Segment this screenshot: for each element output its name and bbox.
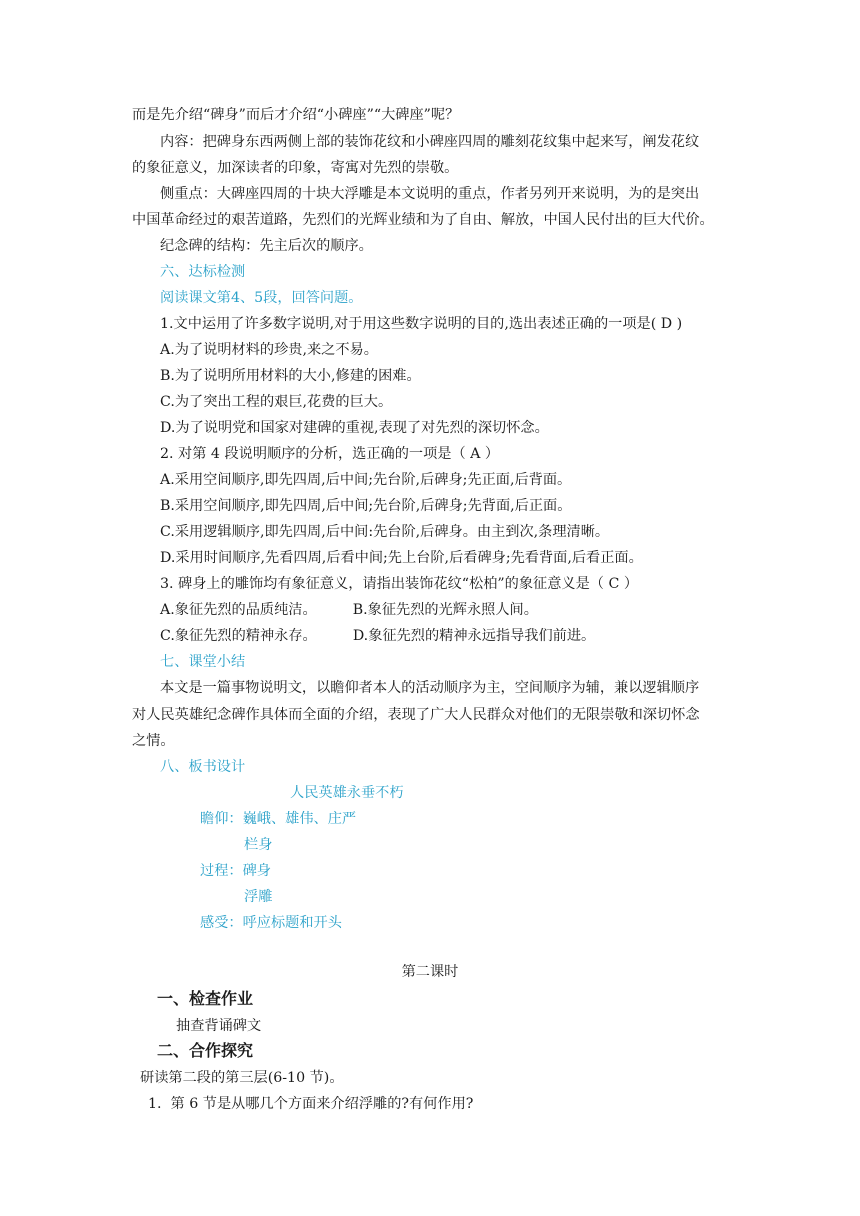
text-line: 的象征意义，加深读者的印象，寄寓对先烈的崇敬。 [132,160,459,176]
text-line: 中国革命经过的艰苦道路，先烈们的光辉业绩和为了自由、解放，中国人民付出的巨大代价。 [132,212,714,228]
option-line: D.为了说明党和国家对建碑的重视,表现了对先烈的深切怀念。 [160,420,549,436]
option-line: B.采用空间顺序,即先四周,后中间;先台阶,后碑身;先背面,后正面。 [160,498,572,514]
text-line: 内容：把碑身东西两侧上部的装饰花纹和小碑座四周的雕刻花纹集中起来写，阐发花纹 [160,134,700,150]
option-line: A.为了说明材料的珍贵,来之不易。 [160,342,378,358]
option-line: C.为了突出工程的艰巨,花费的巨大。 [160,394,393,410]
question-2: 2. 对第 4 段说明顺序的分析，选正确的一项是（ A ） [160,446,500,462]
question-3: 3. 碑身上的雕饰均有象征意义，请指出装饰花纹“松柏”的象征意义是（ C ） [160,576,639,592]
question-line: 1. 第 6 节是从哪几个方面来介绍浮雕的?有何作用? [148,1096,474,1112]
text-line: 纪念碑的结构：先主后次的顺序。 [160,238,373,254]
lesson-title: 第二课时 [401,964,459,980]
section-heading: 二、合作探究 [157,1041,254,1060]
option-line: B.为了说明所用材料的大小,修建的困难。 [160,368,421,384]
section-heading: 八、板书设计 [160,759,246,775]
board-row: 浮雕 [244,889,273,905]
option-line: C.采用逻辑顺序,即先四周,后中间:先台阶,后碑身。由主到次,条理清晰。 [160,524,610,540]
text-line: 抽查背诵碑文 [176,1018,262,1034]
text-line: 之情。 [132,733,175,749]
board-title: 人民英雄永垂不朽 [290,785,404,801]
option-line: A.采用空间顺序,即先四周,后中间;先台阶,后碑身;先正面,后背面。 [160,472,572,488]
board-row: 感受：呼应标题和开头 [200,915,342,931]
text-line: 研读第二段的第三层(6-10 节)。 [140,1070,344,1086]
board-row: 栏身 [244,837,273,853]
section-heading: 七、课堂小结 [160,654,246,670]
question-1: 1.文中运用了许多数字说明,对于用这些数字说明的目的,选出表述正确的一项是( D ) [160,316,683,332]
text-line: 本文是一篇事物说明文，以瞻仰者本人的活动顺序为主，空间顺序为辅，兼以逻辑顺序 [160,680,700,696]
section-heading: 一、检查作业 [157,989,254,1008]
option-line: D.采用时间顺序,先看四周,后看中间;先上台阶,后看碑身;先看背面,后看正面。 [160,550,643,566]
instruction-line: 阅读课文第4、5段，回答问题。 [160,290,363,306]
board-row: 过程：碑身 [200,863,271,879]
option-line: A.象征先烈的品质纯洁。 B.象征先烈的光辉永照人间。 [160,602,538,618]
text-line: 侧重点：大碑座四周的十块大浮雕是本文说明的重点，作者另列开来说明，为的是突出 [160,186,700,202]
board-row: 瞻仰：巍峨、雄伟、庄严 [200,811,357,827]
text-line: 对人民英雄纪念碑作具体而全面的介绍，表现了广大人民群众对他们的无限崇敬和深切怀念 [132,707,700,723]
text-line: 而是先介绍“碑身”而后才介绍“小碑座”“大碑座”呢？ [132,107,460,123]
option-line: C.象征先烈的精神永存。 D.象征先烈的精神永远指导我们前进。 [160,628,596,644]
section-heading: 六、达标检测 [160,264,246,280]
